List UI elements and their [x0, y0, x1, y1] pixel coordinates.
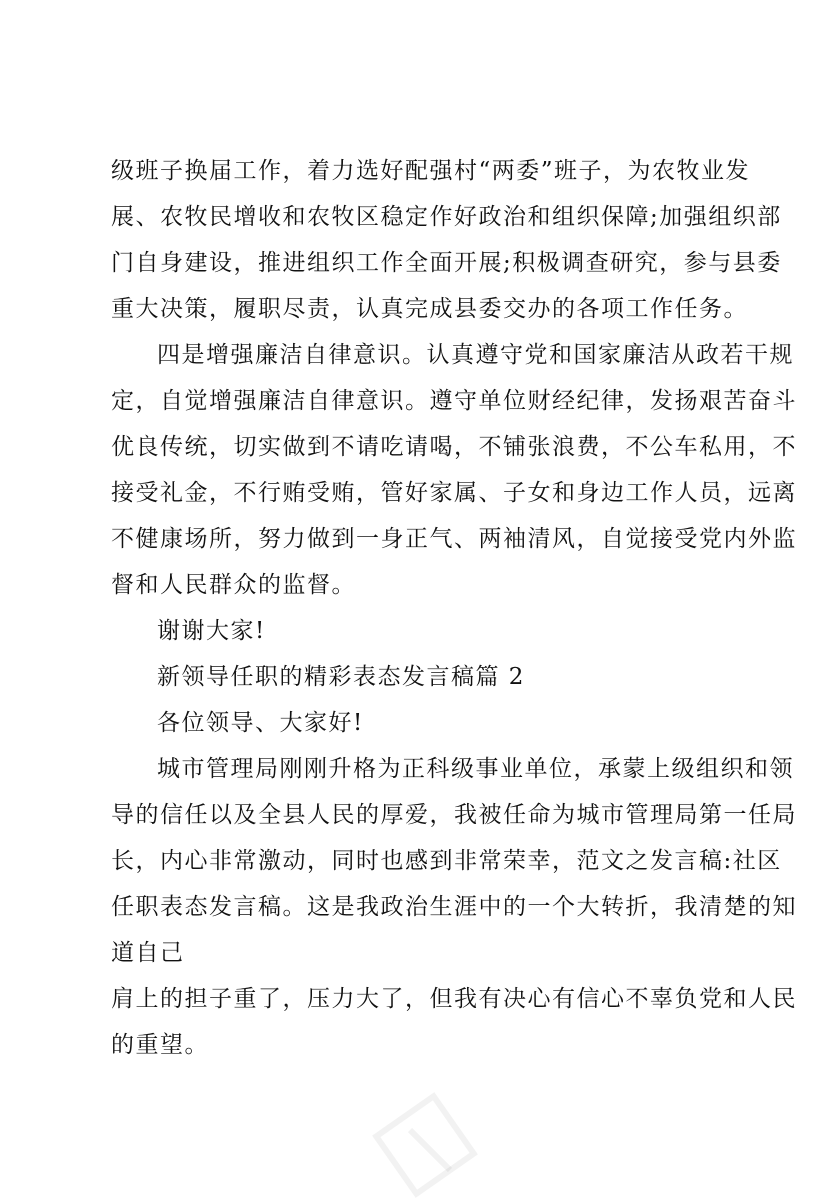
- text-line: 道自己: [111, 940, 185, 966]
- corner-watermark-icon: [360, 1080, 520, 1200]
- text-line: 谢谢大家!: [157, 618, 266, 644]
- text-line: 长，内心非常激动，同时也感到非常荣幸，范文之发言稿:社区: [111, 848, 782, 874]
- text-line: 不健康场所，努力做到一身正气、两袖清风，自觉接受党内外监: [111, 526, 797, 552]
- text-line: 接受礼金，不行贿受贿，管好家属、子女和身边工作人员，远离: [111, 480, 797, 506]
- text-line: 新领导任职的精彩表态发言稿篇 2: [157, 664, 525, 690]
- text-line: 展、农牧民增收和农牧区稳定作好政治和组织保障;加强组织部: [111, 204, 782, 230]
- text-line: 门自身建设，推进组织工作全面开展;积极调查研究，参与县委: [111, 250, 782, 276]
- text-line: 任职表态发言稿。这是我政治生涯中的一个大转折，我清楚的知: [111, 894, 797, 920]
- text-line: 定，自觉增强廉洁自律意识。遵守单位财经纪律，发扬艰苦奋斗: [111, 388, 797, 414]
- text-line: 优良传统，切实做到不请吃请喝，不铺张浪费，不公车私用，不: [111, 434, 797, 460]
- text-line: 督和人民群众的监督。: [111, 572, 356, 598]
- text-line: 肩上的担子重了，压力大了，但我有决心有信心不辜负党和人民: [111, 986, 797, 1012]
- text-line: 四是增强廉洁自律意识。认真遵守党和国家廉洁从政若干规: [157, 342, 794, 368]
- text-line: 级班子换届工作，着力选好配强村“两委”班子，为农牧业发: [111, 158, 751, 184]
- text-line: 重大决策，履职尽责，认真完成县委交办的各项工作任务。: [111, 296, 748, 322]
- text-line: 各位领导、大家好!: [157, 710, 364, 736]
- text-line: 导的信任以及全县人民的厚爱，我被任命为城市管理局第一任局: [111, 802, 797, 828]
- body-text: [111, 148, 797, 1068]
- text-line: 城市管理局刚刚升格为正科级事业单位，承蒙上级组织和领: [157, 756, 794, 782]
- text-line: 的重望。: [111, 1032, 209, 1058]
